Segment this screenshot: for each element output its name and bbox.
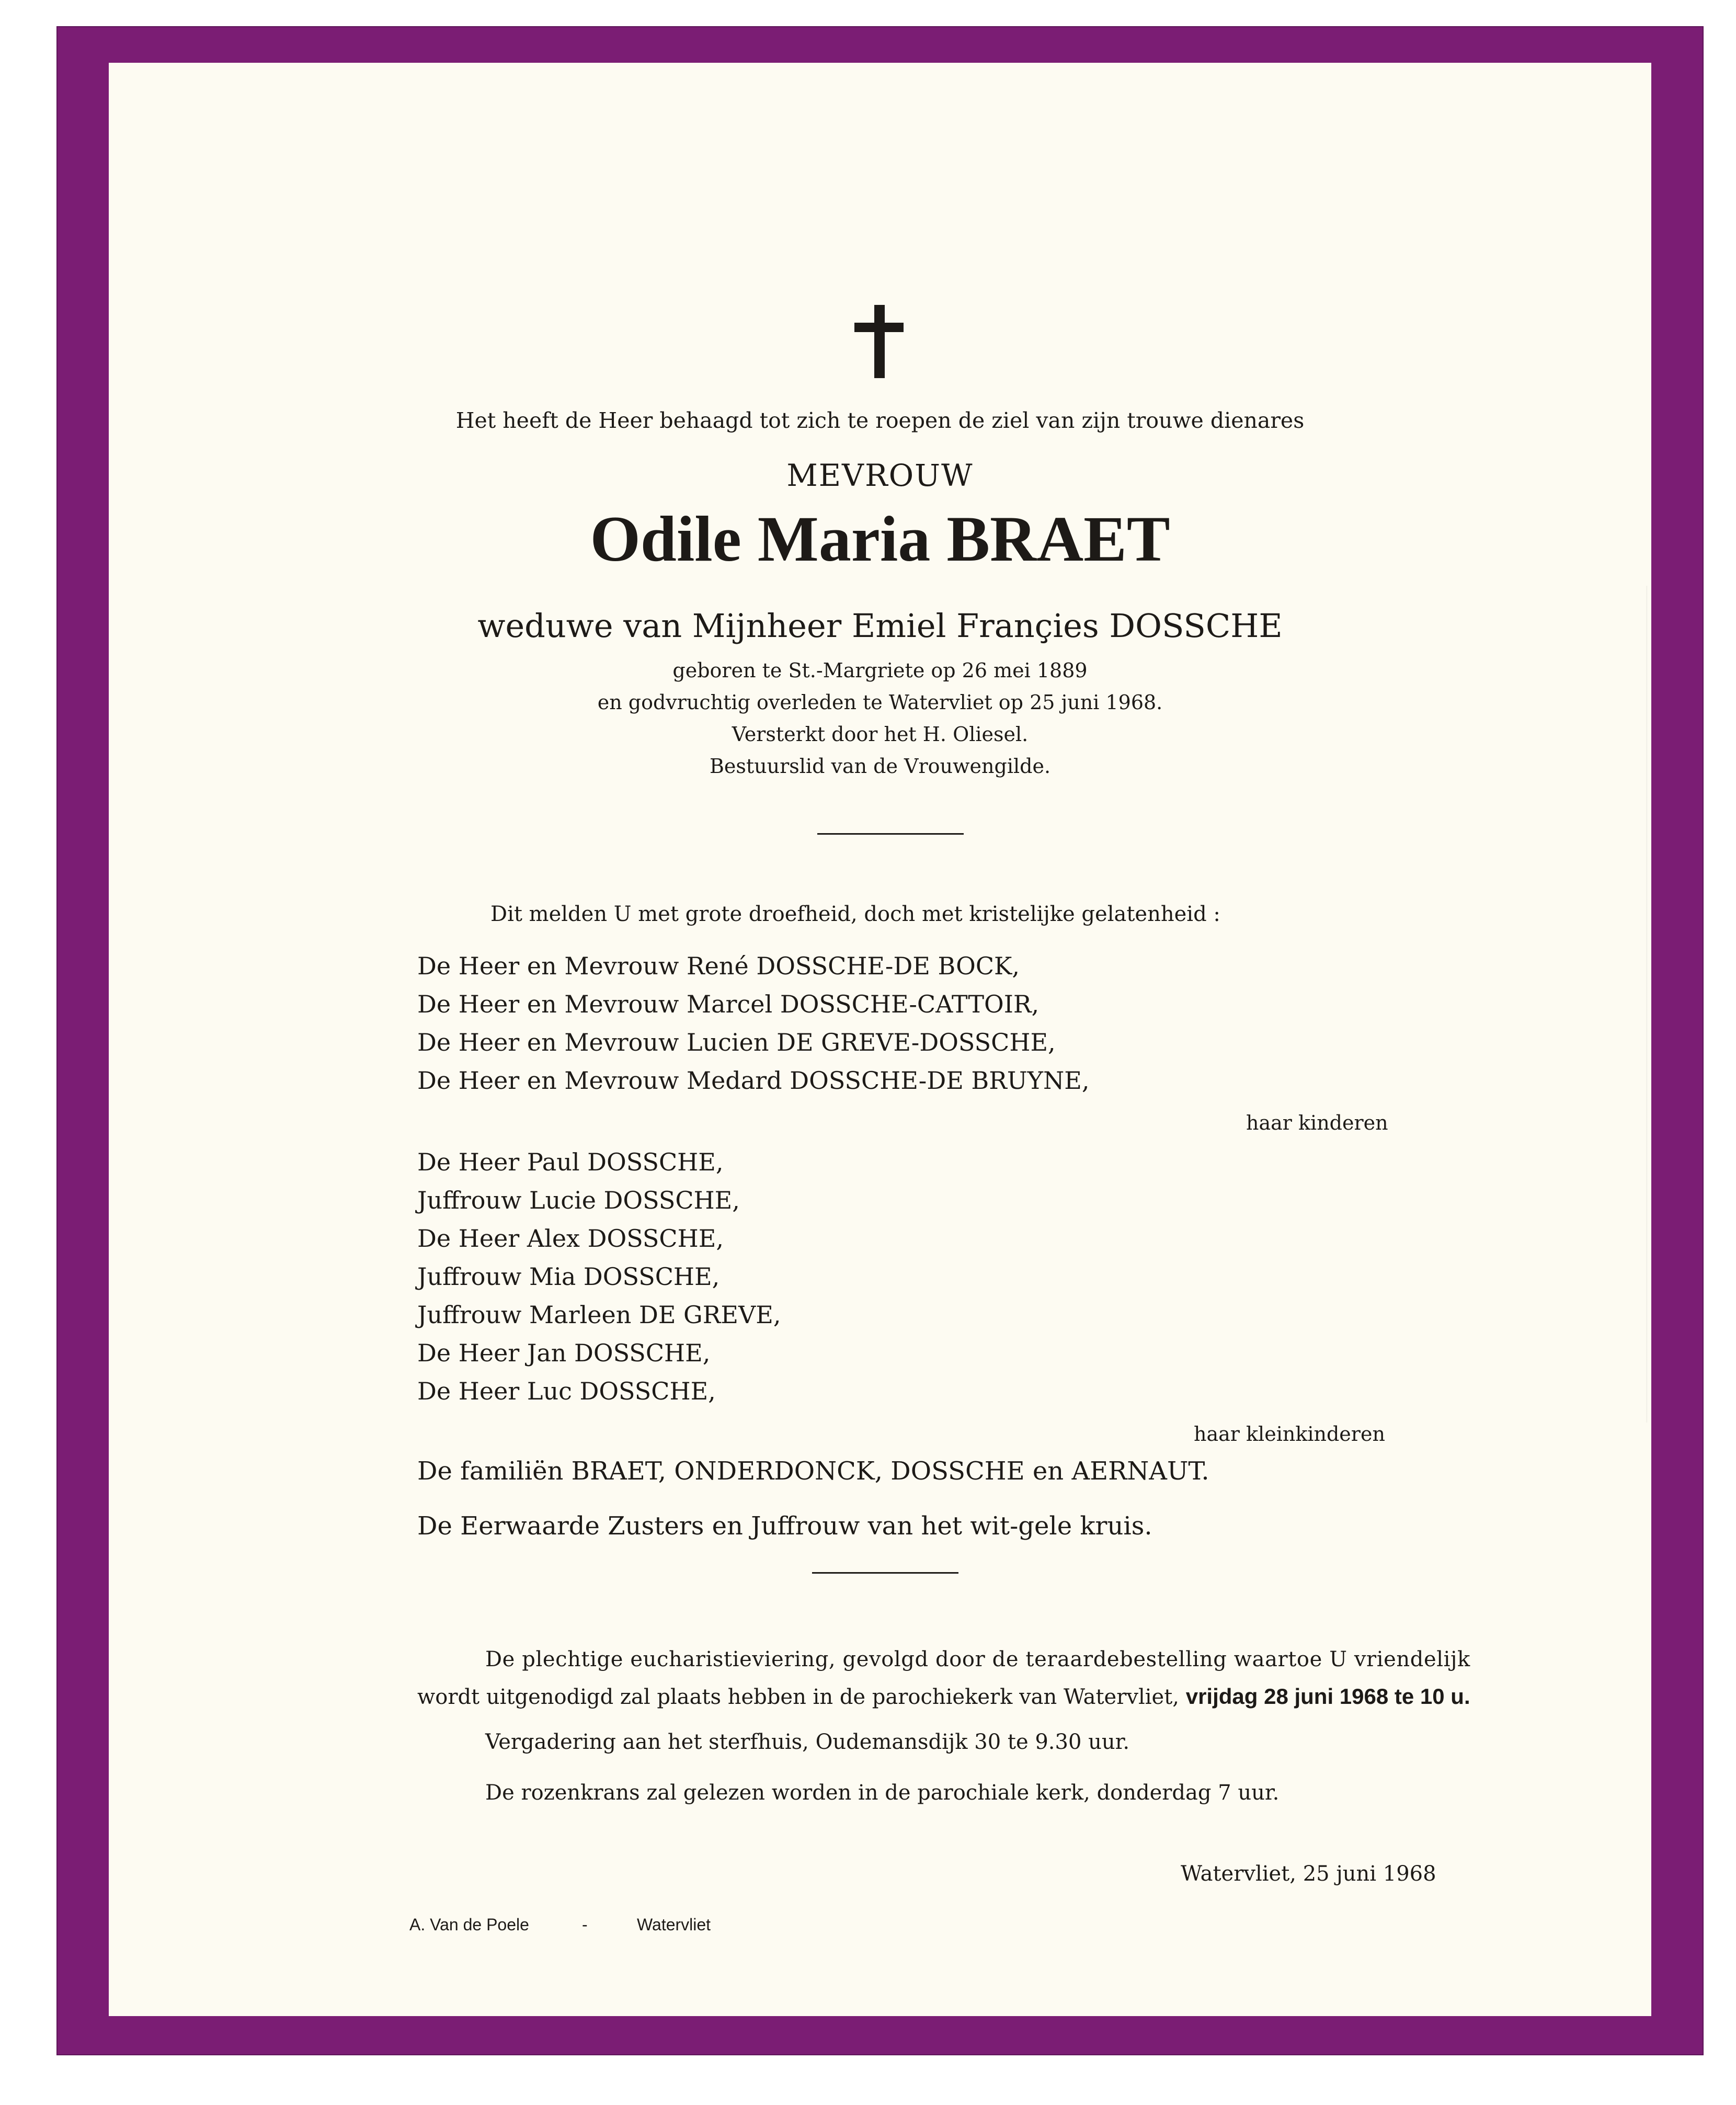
- service-location: wordt uitgenodigd zal plaats hebben in de parochiekerk van Watervliet,: [417, 1685, 1179, 1709]
- list-item: Juffrouw Mia DOSSCHE,: [417, 1262, 720, 1291]
- list-item: De Heer Jan DOSSCHE,: [417, 1339, 711, 1367]
- spouse-line: weduwe van Mijnheer Emiel Françies DOSSCHE: [477, 607, 1283, 645]
- printer-name: A. Van de Poele: [409, 1915, 529, 1934]
- announcement: Dit melden U met grote droefheid, doch met kristelijke gelatenheid :: [490, 902, 1220, 926]
- families-line: De familiën BRAET, ONDERDONCK, DOSSCHE en AERNAUT.: [417, 1457, 1209, 1486]
- list-item: De Heer Paul DOSSCHE,: [417, 1148, 724, 1176]
- gathering-line: Vergadering aan het sterfhuis, Oudemansdijk 30 te 9.30 uur.: [485, 1730, 1130, 1754]
- list-item: De Heer en Mevrouw Lucien DE GREVE-DOSSCHE,: [417, 1028, 1056, 1056]
- grandchildren-label: haar kleinkinderen: [1194, 1423, 1385, 1446]
- intro-text: Het heeft de Heer behaagd tot zich te roepen de ziel van zijn trouwe dienares: [455, 408, 1305, 433]
- mourning-card-border: [56, 26, 1704, 2055]
- list-item: Juffrouw Lucie DOSSCHE,: [417, 1186, 740, 1214]
- printer-dash: -: [582, 1915, 588, 1934]
- list-item: De Heer en Mevrouw René DOSSCHE-DE BOCK,: [417, 952, 1020, 980]
- children-label: haar kinderen: [1246, 1111, 1388, 1134]
- list-item: De Heer en Mevrouw Marcel DOSSCHE-CATTOIR,: [417, 990, 1040, 1018]
- service-line-2: [417, 1684, 1470, 1709]
- divider-top: [817, 833, 964, 835]
- role-line: Bestuurslid van de Vrouwengilde.: [709, 755, 1051, 778]
- nursing-sisters-line: De Eerwaarde Zusters en Juffrouw van het wit-gele kruis.: [417, 1511, 1152, 1541]
- divider-bottom: [812, 1572, 958, 1574]
- death-line: en godvruchtig overleden te Watervliet op 25 juni 1968.: [597, 691, 1163, 714]
- rosary-line: De rozenkrans zal gelezen worden in de parochiale kerk, donderdag 7 uur.: [485, 1781, 1280, 1805]
- mourning-card-sheet: [109, 63, 1651, 2016]
- service-date: vrijdag 28 juni 1968 te 10 u.: [1185, 1684, 1470, 1709]
- cross-icon: [854, 305, 904, 378]
- list-item: De Heer en Mevrouw Medard DOSSCHE-DE BRUYNE,: [417, 1066, 1090, 1095]
- sacrament-line: Versterkt door het H. Oliesel.: [732, 723, 1029, 746]
- printer-city: Watervliet: [637, 1915, 711, 1934]
- service-line-1: De plechtige eucharistieviering, gevolgd door de teraardebestelling waartoe U vriendelijk: [485, 1647, 1470, 1671]
- list-item: De Heer Alex DOSSCHE,: [417, 1224, 724, 1253]
- list-item: Juffrouw Marleen DE GREVE,: [417, 1301, 781, 1329]
- place-date: Watervliet, 25 juni 1968: [1181, 1862, 1436, 1886]
- birth-line: geboren te St.-Margriete op 26 mei 1889: [672, 659, 1088, 682]
- list-item: De Heer Luc DOSSCHE,: [417, 1377, 716, 1405]
- deceased-name: Odile Maria BRAET: [590, 503, 1170, 575]
- honorific: MEVROUW: [786, 458, 974, 493]
